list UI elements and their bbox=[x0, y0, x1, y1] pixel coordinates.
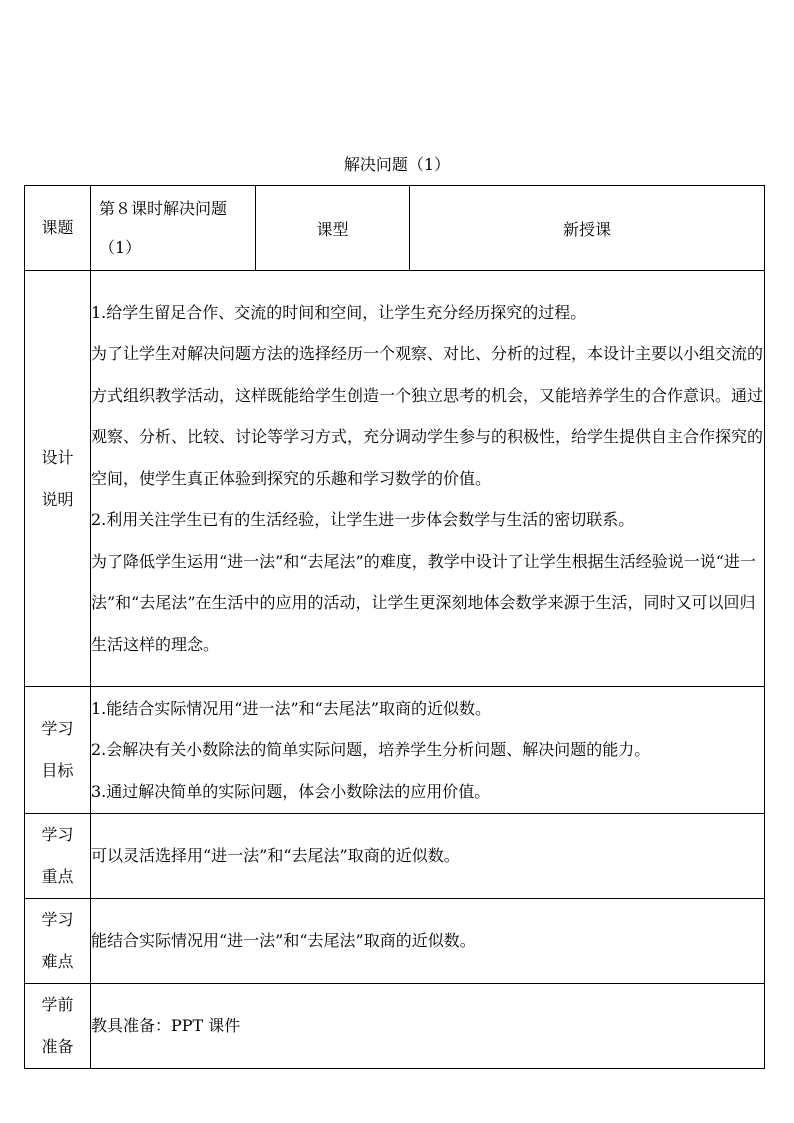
design-content bbox=[91, 271, 765, 687]
design-paragraph: 为了让学生对解决问题方法的选择经历一个观察、对比、分析的过程，本设计主要以小组交流的方式组织教学活动，这样既能给学生创造一个独立思考的机会，又能培养学生的合作意识。通过观察、分析、比较、讨论等学习方式，充分调动学生参与的积极性，给学生提供自主合作探究的空间，使学生真正体验到探究的乐趣和学习数学的价值。 bbox=[91, 344, 764, 488]
type-label: 课型 bbox=[256, 186, 410, 271]
key-points-text: 可以灵活选择用“进一法”和“去尾法”取商的近似数。 bbox=[91, 814, 765, 899]
goal-item: 2.会解决有关小数除法的简单实际问题，培养学生分析问题、解决问题的能力。 bbox=[91, 740, 651, 760]
topic-label: 课题 bbox=[25, 186, 91, 271]
goal-item: 1.能结合实际情况用“进一法”和“去尾法”取商的近似数。 bbox=[91, 698, 491, 718]
design-paragraph: 为了降低学生运用“进一法”和“去尾法”的难度，教学中设计了让学生根据生活经验说一说“进一法”和“去尾法”在生活中的应用的活动，让学生更深刻地体会数学来源于生活，同时又可以回归生活这样的理念。 bbox=[91, 551, 756, 654]
key-points-row bbox=[25, 814, 765, 899]
design-label-line1: 设计 bbox=[41, 447, 74, 467]
goals-label-line2: 目标 bbox=[41, 761, 74, 780]
difficulties-label bbox=[25, 899, 91, 984]
design-label-line2: 说明 bbox=[41, 489, 74, 509]
difficulties-label-line2: 难点 bbox=[41, 952, 74, 971]
header-row bbox=[25, 186, 765, 271]
design-paragraph: 2.利用关注学生已有的生活经验，让学生进一步体会数学与生活的密切联系。 bbox=[91, 510, 635, 530]
key-points-label-line1: 学习 bbox=[41, 825, 74, 844]
key-points-label bbox=[25, 814, 91, 899]
goals-row bbox=[25, 687, 765, 814]
goals-content bbox=[91, 687, 765, 814]
preparation-label bbox=[25, 984, 91, 1069]
goals-label-line1: 学习 bbox=[41, 719, 74, 738]
lesson-plan-table bbox=[24, 185, 765, 1069]
design-label bbox=[25, 271, 91, 687]
key-points-label-line2: 重点 bbox=[41, 867, 74, 886]
preparation-label-line2: 准备 bbox=[41, 1037, 74, 1056]
design-paragraph: 1.给学生留足合作、交流的时间和空间，让学生充分经历探究的过程。 bbox=[91, 302, 587, 322]
preparation-text: 教具准备：PPT 课件 bbox=[91, 984, 765, 1069]
preparation-label-line1: 学前 bbox=[41, 995, 74, 1014]
difficulties-label-line1: 学习 bbox=[41, 910, 74, 929]
design-row bbox=[25, 271, 765, 687]
goal-item: 3.通过解决简单的实际问题，体会小数除法的应用价值。 bbox=[91, 781, 491, 801]
goals-label bbox=[25, 687, 91, 814]
preparation-row bbox=[25, 984, 765, 1069]
document-title: 解决问题（1） bbox=[343, 155, 451, 174]
difficulties-row bbox=[25, 899, 765, 984]
type-value: 新授课 bbox=[410, 186, 765, 271]
topic-value: 第８课时解决问题（1） bbox=[91, 186, 256, 271]
difficulties-text: 能结合实际情况用“进一法”和“去尾法”取商的近似数。 bbox=[91, 899, 765, 984]
